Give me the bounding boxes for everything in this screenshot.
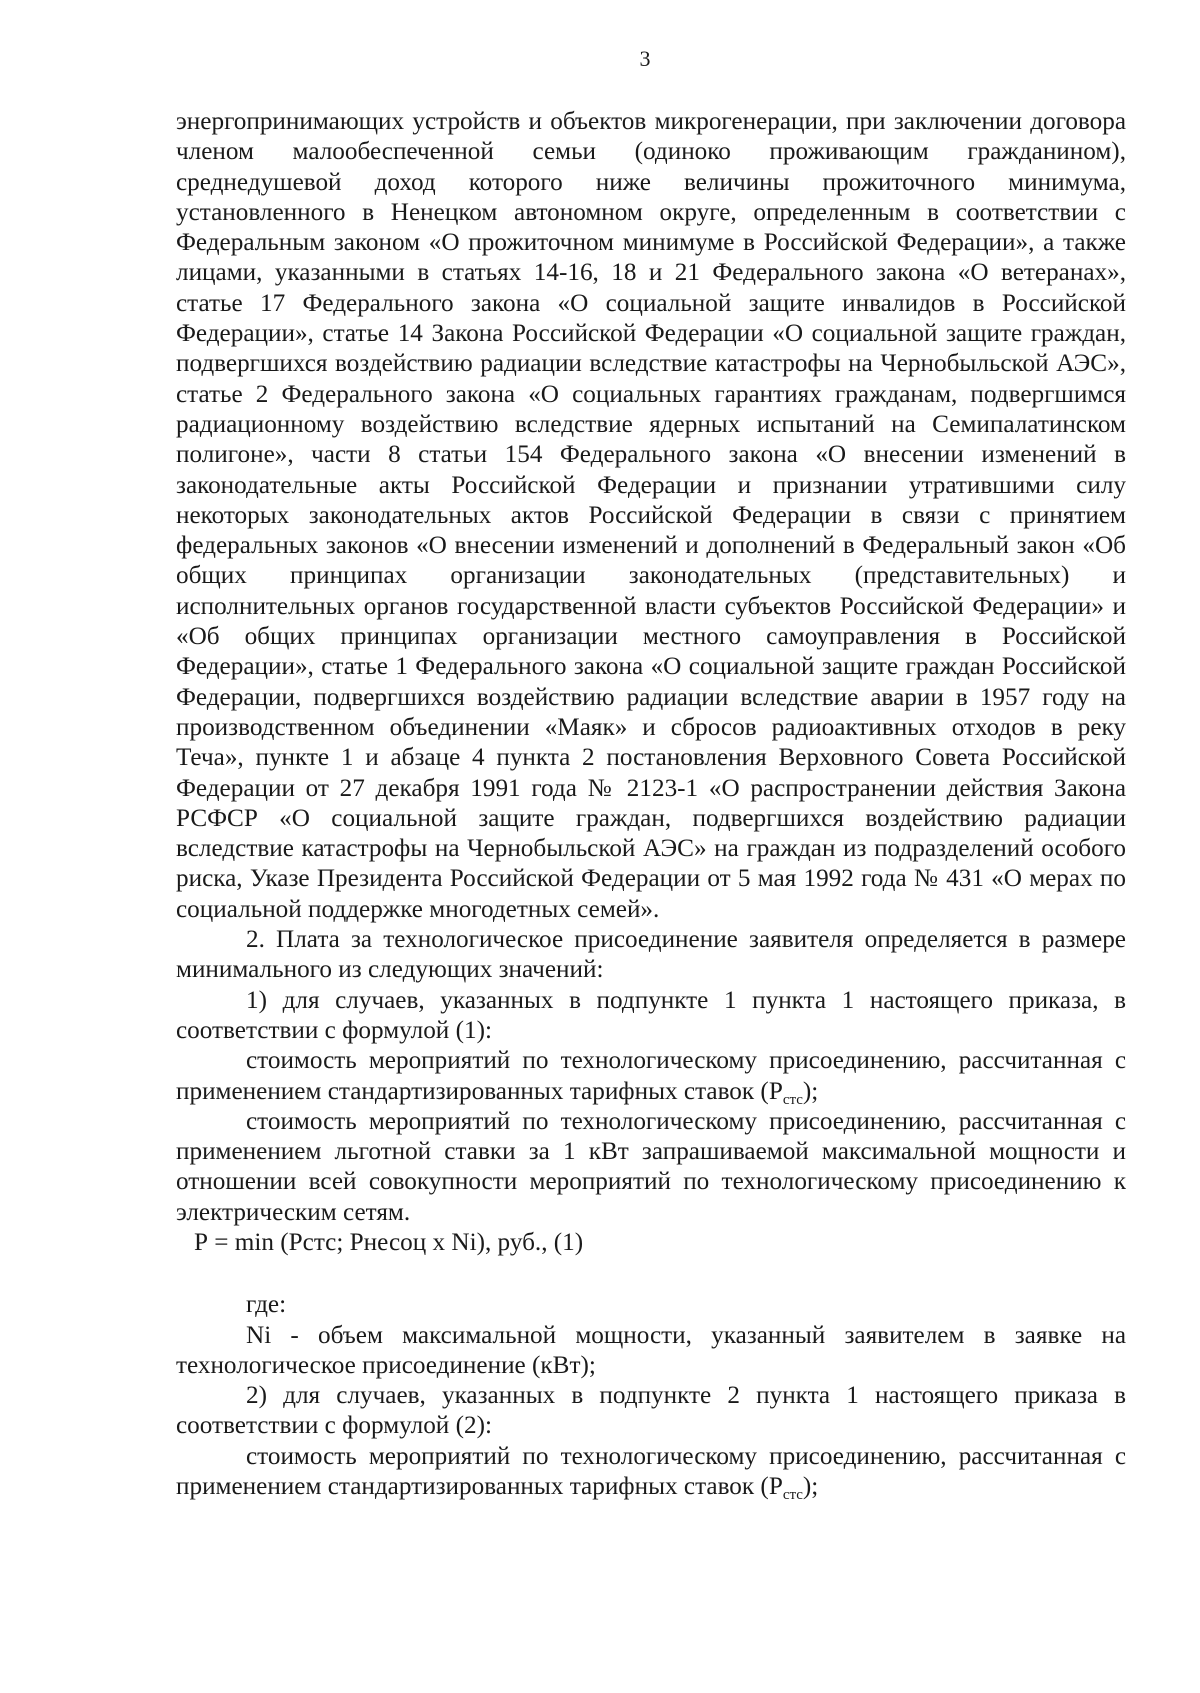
standard-rates-text: стоимость мероприятий по технологическому присоединению, рассчитанная с применением стандартизированных тарифных ставок (Р (176, 1047, 1126, 1105)
standard-rates-2-end: ); (802, 1473, 819, 1501)
standard-rates-2-text: стоимость мероприятий по технологическому присоединению, рассчитанная с применением стандартизированных тарифных ставок (Р (176, 1442, 1126, 1501)
paragraph-ni-definition: Ni - объем максимальной мощности, указанный заявителем в заявке на технологическое присоединение (кВт); (176, 1321, 1126, 1379)
paragraph-continuation: энергопринимающих устройств и объектов микрогенерации, при заключении договора членом малообеспеченной семьи (одиноко проживающим гражданином), среднедушевой доход которого ниже величины прожиточного минимума, установленного в Ненецком автономном округе, определенным в соответствии с Федеральным законом «О прожиточном минимуме в Российской Федерации», а также лицами, указанными в статьях 14-16, 18 и 21 Федерального закона «О ветеранах», статье 17 Федерального закона «О социальной защите инвалидов в Российской Федерации», статье 14 Закона Российской Федерации «О социальной защите граждан, подвергшихся воздействию радиации вследствие катастрофы на Чернобыльской АЭС», статье 2 Федерального закона «О социальных гарантиях гражданам, подвергшимся радиационному воздействию вследствие ядерных испытаний на Семипалатинском полигоне», части 8 статьи 154 Федерального закона «О внесении изменений в законодательные акты Российской Федерации и признании утратившими силу некоторых законодательных актов Российской Федерации в связи с принятием федеральных законов «О внесении изменений и дополнений в Федеральный закон «Об общих принципах организации законодательных (представительных) и исполнительных органов государственной власти субъектов Российской Федерации» и «Об общих принципах организации местного самоуправления в Российской Федерации», статье 1 Федерального закона «О социальной защите граждан Российской Федерации, подвергшихся воздействию радиации вследствие аварии в 1957 году на производственном объединении «Маяк» и сбросов радиоактивных отходов в реку Теча», пункте 1 и абзаце 4 пункта 2 постановления Верховного Совета Российской Федерации от 27 декабря 1991 года № 2123-1 «О распространении действия Закона РСФСР «О социальной защите граждан, подвергшихся воздействию радиации вследствие катастрофы на Чернобыльской АЭС» на граждан из подразделений особого риска, Указе Президента Российской Федерации от 5 мая 1992 года № 431 «О мерах по социальной поддержке многодетных семей». (176, 108, 1126, 923)
formula-1: Р = min (Рстс; Рнесоц x Ni), руб., (1) (194, 1228, 584, 1256)
document-body (176, 107, 1126, 1502)
paragraph-standard-rates-2 (176, 1442, 1126, 1503)
paragraph-item-2: 2. Плата за технологическое присоединение заявителя определяется в размере минимального из следующих значений: (176, 926, 1126, 984)
paragraph-preferential-rate: стоимость мероприятий по технологическому присоединению, рассчитанная с применением льготной ставки за 1 кВт запрашиваемой максимальной мощности и отношении всей совокупности мероприятий по технологическому присоединению к электрическим сетям. (176, 1107, 1126, 1226)
standard-rates-subscript: стс (782, 1091, 803, 1108)
page-number: 3 (639, 46, 651, 71)
paragraph-standard-rates (176, 1046, 1126, 1107)
paragraph-subitem-2: 2) для случаев, указанных в подпункте 2 пункта 1 настоящего приказа в соответствии с формулой (2): (176, 1382, 1126, 1440)
paragraph-where: где: (246, 1291, 287, 1319)
standard-rates-end: ); (802, 1077, 819, 1105)
paragraph-subitem-1: 1) для случаев, указанных в подпункте 1 пункта 1 настоящего приказа, в соответствии с формулой (1): (176, 986, 1126, 1044)
standard-rates-2-subscript: стс (782, 1487, 803, 1504)
